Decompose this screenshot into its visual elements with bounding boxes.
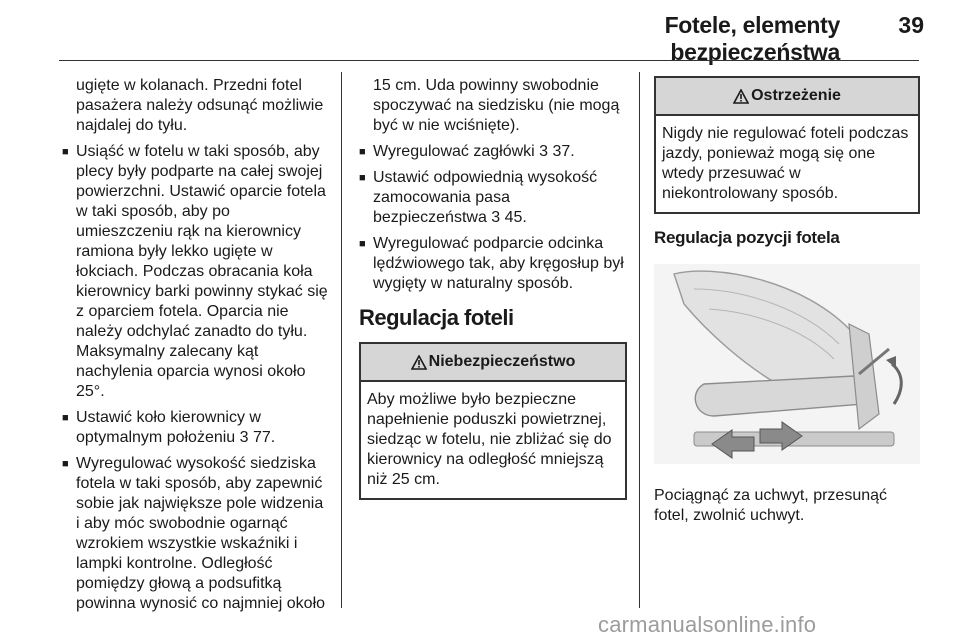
bullet-icon: ■ — [359, 238, 366, 250]
header-divider — [59, 60, 919, 61]
list-item-text: Ustawić odpowiednią wysokość zamocowania pasa bezpieczeństwa 3 45. — [373, 169, 598, 226]
list-item-text: Wyregulować zagłówki 3 37. — [373, 143, 575, 160]
page-number: 39 — [898, 12, 924, 38]
list-item — [359, 234, 627, 294]
column-3 — [654, 76, 920, 532]
danger-box-header — [361, 344, 625, 382]
list-item-text: Usiąść w fotelu w taki sposób, aby plecy były podparte na całej swojej powierzchni. Ustawić oparcie fotela w taki sposób, aby po umieszczeniu rąk na kierownicy ramiona były lekko ugięte w łokciach. Podczas obracania koła kierownicy barki powinny stykać się z oparciem fotela. Oparcia nie należy odchylać zanadto do tyłu. Maksymalny zalecany kąt nachylenia oparcia wynosi około 25°. — [76, 143, 328, 400]
danger-box — [359, 342, 627, 500]
column-2 — [359, 76, 627, 500]
subheading: Regulacja pozycji fotela — [654, 228, 840, 247]
list-item — [359, 168, 627, 228]
warning-triangle-icon — [733, 89, 749, 104]
list-item-text: Wyregulować wysokość siedziska fotela w taki sposób, aby zapewnić sobie jak największe pole widzenia i aby móc swobodnie ogarnąć wzrokiem wszystkie wskaźniki i lampki kontrolne. Odległość pomiędzy głową a podsufitką powinna wynosić co najmniej około — [76, 455, 326, 612]
bullet-icon: ■ — [62, 458, 69, 470]
figure-caption: Pociągnąć za uchwyt, przesunąć fotel, zwolnić uchwyt. — [654, 487, 888, 524]
list-item — [359, 142, 627, 162]
list-item-text: Wyregulować podparcie odcinka lędźwiowego tak, aby kręgosłup był wygięty w naturalny sposób. — [373, 235, 624, 292]
warning-box-title: Ostrzeżenie — [751, 87, 841, 104]
bullet-icon: ■ — [62, 412, 69, 424]
bullet-icon: ■ — [359, 172, 366, 184]
chapter-title: Fotele, elementy bezpieczeństwa — [664, 12, 840, 65]
bullet-icon: ■ — [359, 146, 366, 158]
seat-adjustment-illustration — [654, 264, 920, 464]
section-title: Regulacja foteli — [359, 305, 514, 330]
watermark: carmanualsonline.info — [598, 612, 817, 637]
intro-paragraph: ugięte w kolanach. Przedni fotel pasażera należy odsunąć możliwie najdalej do tyłu. — [76, 77, 324, 134]
warning-box-header — [656, 78, 918, 116]
danger-box-title: Niebezpieczeństwo — [428, 353, 576, 370]
column-divider-1 — [341, 72, 342, 608]
bullet-icon: ■ — [62, 146, 69, 158]
column-divider-2 — [639, 72, 640, 608]
warning-box-text: Nigdy nie regulować foteli podczas jazdy, ponieważ mogą się one wtedy przesuwać w niekontrolowany sposób. — [662, 125, 909, 202]
list-item-text: Ustawić koło kierownicy w optymalnym położeniu 3 77. — [76, 409, 276, 446]
danger-box-text: Aby możliwe było bezpieczne napełnienie poduszki powietrznej, siedząc w fotelu, nie zbliżać się do kierownicy na odległość mniejszą niż 25 cm. — [367, 391, 612, 488]
column-1 — [62, 76, 330, 620]
warning-triangle-icon — [411, 355, 427, 370]
list-item — [62, 408, 330, 448]
list-item — [62, 454, 330, 614]
warning-box — [654, 76, 920, 214]
continuation-paragraph: 15 cm. Uda powinny swobodnie spoczywać na siedzisku (nie mogą być w nie wciśnięte). — [373, 77, 620, 134]
list-item — [62, 142, 330, 402]
